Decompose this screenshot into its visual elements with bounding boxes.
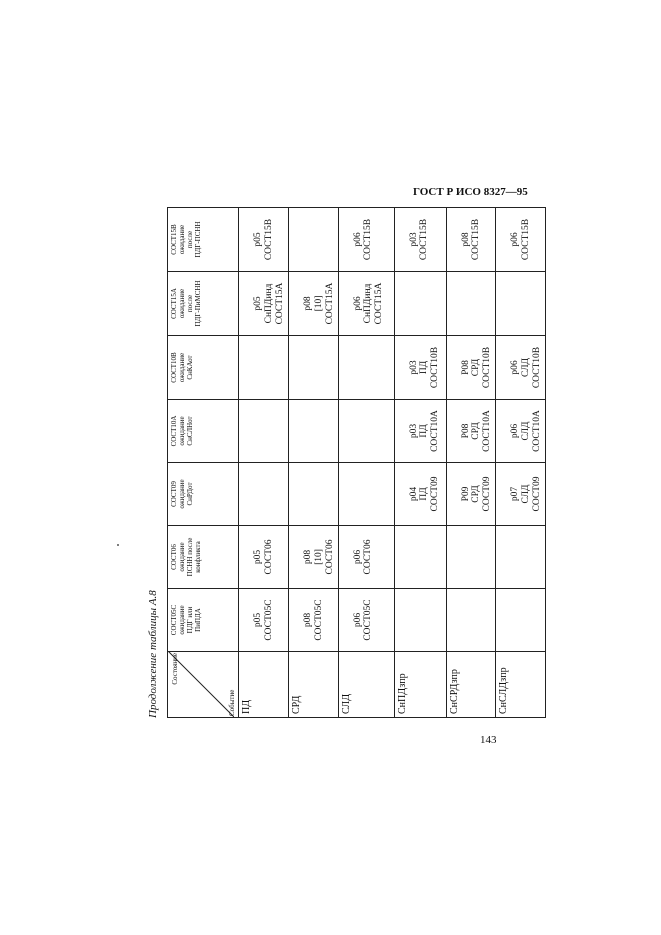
column-header-line: ПДГ или <box>186 606 195 634</box>
transition-cell <box>288 589 338 652</box>
cell-spacer <box>397 211 409 268</box>
transition-line: СОСТ09 <box>430 476 441 512</box>
transition-line: р06 <box>352 296 363 311</box>
cell-spacer <box>241 529 253 585</box>
transition-cell <box>394 208 446 272</box>
table-row <box>446 208 496 718</box>
transition-cell <box>496 272 546 336</box>
transition-line: р06 <box>352 232 363 247</box>
transition-line: р06 <box>510 423 521 439</box>
transition-line: СОСТ09 <box>532 476 543 512</box>
transition-cell <box>496 208 546 272</box>
transition-cell <box>338 272 394 336</box>
table-caption: Продолжение таблицы А.8 <box>147 590 159 718</box>
column-header-line: СОСТ15А <box>170 288 178 319</box>
column-header <box>168 272 239 336</box>
column-header-line: ожидание <box>178 542 187 572</box>
column-header-line: ПиПДА <box>194 608 203 632</box>
page-number: 143 <box>480 734 497 746</box>
transition-line: СОСТ15В <box>521 218 532 261</box>
table-row <box>239 208 289 718</box>
transition-cell <box>394 589 446 652</box>
column-header-line: после <box>186 230 195 249</box>
transition-line: СОСТ06 <box>363 539 374 575</box>
column-header-line: СнСЛНот <box>186 416 195 446</box>
transition-line: ПД <box>419 424 430 438</box>
transition-line: СОСТ10В <box>532 346 543 389</box>
header-row <box>168 208 239 718</box>
transition-line: р05 <box>253 232 263 247</box>
event-label: СРД <box>288 652 338 718</box>
table-row <box>394 208 446 718</box>
table-row <box>288 208 338 718</box>
transition-cell <box>394 272 446 336</box>
transition-cell <box>288 526 338 589</box>
transition-cell <box>394 463 446 526</box>
transition-cell <box>446 272 496 336</box>
transition-line: р08 <box>302 296 313 311</box>
column-header <box>168 400 239 463</box>
transition-cell <box>496 526 546 589</box>
cell-spacer <box>241 211 253 268</box>
transition-line: СОСТ10В <box>430 346 441 389</box>
transition-line: Р08 <box>460 360 471 375</box>
transition-cell <box>446 400 496 463</box>
transition-line: СЛД <box>521 484 532 504</box>
column-header-line: ожидание <box>178 479 187 509</box>
transition-cell <box>239 208 289 272</box>
column-header <box>168 463 239 526</box>
column-header <box>168 336 239 400</box>
transition-line: СОСТ05С <box>263 599 274 641</box>
transition-line: р03 <box>408 360 419 375</box>
transition-cell <box>338 463 394 526</box>
column-header-line: ПДГ-ПиМСНН <box>194 280 203 327</box>
transition-cell <box>394 526 446 589</box>
transition-cell <box>446 589 496 652</box>
column-header-line: СнРДот <box>186 482 195 506</box>
document-code: ГОСТ Р ИСО 8327—95 <box>413 186 528 198</box>
transition-cell <box>496 400 546 463</box>
cell-spacer <box>241 592 253 648</box>
cell-spacer <box>498 339 510 396</box>
event-label: СнПДзпр <box>394 652 446 718</box>
transition-line: СОСТ15А <box>374 282 385 325</box>
transition-line: р05 <box>253 612 263 628</box>
corner-cell <box>168 652 239 718</box>
transition-cell <box>239 336 289 400</box>
transition-cell <box>338 208 394 272</box>
transition-cell <box>239 400 289 463</box>
transition-cell <box>446 463 496 526</box>
transition-line: СОСТ10В <box>482 346 493 389</box>
corner-diagonal <box>168 652 238 717</box>
cell-spacer <box>341 275 353 332</box>
cell-spacer <box>291 529 303 585</box>
cell-spacer <box>341 592 353 648</box>
transition-line: [10] <box>313 549 324 565</box>
transition-cell <box>338 526 394 589</box>
event-label: СЛД <box>338 652 394 718</box>
transition-line: р04 <box>408 486 419 502</box>
transition-line: СЛД <box>521 357 532 378</box>
column-header-line: ожидание <box>178 605 187 635</box>
transition-cell <box>288 336 338 400</box>
transition-line: р06 <box>352 612 363 628</box>
cell-spacer <box>341 529 353 585</box>
transition-line: СОСТ10А <box>532 410 543 452</box>
column-header-line: конфликта <box>194 541 203 573</box>
cell-spacer <box>397 403 409 459</box>
cell-spacer <box>498 211 510 268</box>
cell-spacer <box>449 466 461 522</box>
transition-line: р08 <box>302 549 313 565</box>
transition-cell <box>239 463 289 526</box>
transition-line: СОСТ15В <box>363 218 374 261</box>
cell-spacer <box>397 339 409 396</box>
transition-cell <box>496 589 546 652</box>
transition-line: р08 <box>302 612 313 628</box>
transition-line: СОСТ06 <box>324 539 335 575</box>
table-row <box>338 208 394 718</box>
column-header <box>168 208 239 272</box>
transition-table <box>167 207 546 718</box>
transition-line: СОСТ09 <box>482 476 493 512</box>
event-label: ПД <box>239 652 289 718</box>
column-header-line: после <box>186 294 195 313</box>
column-header-line: ПДГ-ПСНН <box>194 221 203 258</box>
transition-line: СРД <box>471 358 482 377</box>
transition-cell <box>496 336 546 400</box>
cell-spacer <box>449 339 461 396</box>
transition-cell <box>394 400 446 463</box>
column-header-line: СОСТ15В <box>170 224 178 255</box>
cell-spacer <box>241 275 253 332</box>
transition-line: р06 <box>510 360 521 375</box>
transition-cell <box>446 526 496 589</box>
transition-cell <box>239 272 289 336</box>
event-label: СнСРДзпр <box>446 652 496 718</box>
transition-cell <box>338 400 394 463</box>
transition-line: СРД <box>471 485 482 503</box>
transition-line: СОСТ15В <box>471 218 482 261</box>
column-header <box>168 526 239 589</box>
transition-cell <box>288 272 338 336</box>
transition-cell <box>288 400 338 463</box>
column-header-line: СОСТ06 <box>170 544 178 570</box>
corner-event-label: Событие <box>227 689 236 716</box>
cell-spacer <box>291 592 303 648</box>
transition-line: СОСТ15А <box>274 282 285 325</box>
column-header-line: ожидание <box>178 352 187 383</box>
transition-line: СнПДинд <box>263 283 274 324</box>
column-header-line: СОСТ09 <box>170 481 178 507</box>
transition-cell <box>288 208 338 272</box>
cell-spacer <box>498 466 510 522</box>
transition-line: р07 <box>510 486 521 502</box>
transition-line: СОСТ10А <box>482 410 493 452</box>
transition-line: [10] <box>313 295 324 312</box>
transition-line: р06 <box>510 232 521 247</box>
transition-line: ПД <box>419 487 430 501</box>
column-header-line: СнКАот <box>186 355 195 380</box>
column-header-line: СОСТ10А <box>170 415 178 447</box>
transition-line: СОСТ05С <box>313 599 324 641</box>
transition-line: р06 <box>352 549 363 565</box>
transition-line: р08 <box>460 232 471 247</box>
transition-cell <box>239 526 289 589</box>
column-header-line: ожидание <box>178 224 187 255</box>
column-header-line: ожидание <box>178 416 187 446</box>
transition-line: СОСТ05С <box>363 599 374 641</box>
transition-line: р03 <box>408 423 419 439</box>
event-label: СнСЛДзпр <box>496 652 546 718</box>
transition-line: СОСТ06 <box>263 539 274 575</box>
cell-spacer <box>498 403 510 459</box>
transition-cell <box>496 463 546 526</box>
column-header <box>168 589 239 652</box>
rotated-table-block <box>147 208 543 718</box>
scan-speck <box>117 544 119 546</box>
transition-cell <box>288 463 338 526</box>
transition-line: СнПДинд <box>363 283 374 324</box>
transition-cell <box>446 336 496 400</box>
transition-line: СОСТ15В <box>419 218 430 261</box>
table-row <box>496 208 546 718</box>
transition-line: СРД <box>471 422 482 440</box>
transition-cell <box>446 208 496 272</box>
transition-cell <box>338 336 394 400</box>
transition-line: Р08 <box>460 423 471 439</box>
transition-cell <box>338 589 394 652</box>
transition-cell <box>394 336 446 400</box>
column-header-line: ПСНН после <box>186 537 195 577</box>
column-header-line: СОСТ05С <box>170 604 178 636</box>
transition-line: СОСТ15В <box>263 218 274 261</box>
transition-line: Р09 <box>460 486 471 502</box>
cell-spacer <box>291 275 303 332</box>
transition-cell <box>239 589 289 652</box>
transition-line: СОСТ10А <box>430 410 441 452</box>
cell-spacer <box>449 211 461 268</box>
corner-state-label: Состояние <box>171 653 179 685</box>
transition-line: р03 <box>408 232 419 247</box>
transition-line: СЛД <box>521 421 532 441</box>
column-header-line: ожидание <box>178 288 187 319</box>
cell-spacer <box>341 211 353 268</box>
column-header-line: СОСТ10В <box>170 352 178 383</box>
transition-line: р05 <box>253 549 263 565</box>
transition-line: СОСТ15А <box>324 282 335 325</box>
transition-line: ПД <box>419 360 430 375</box>
cell-spacer <box>397 466 409 522</box>
cell-spacer <box>449 403 461 459</box>
transition-line: р05 <box>253 296 263 311</box>
